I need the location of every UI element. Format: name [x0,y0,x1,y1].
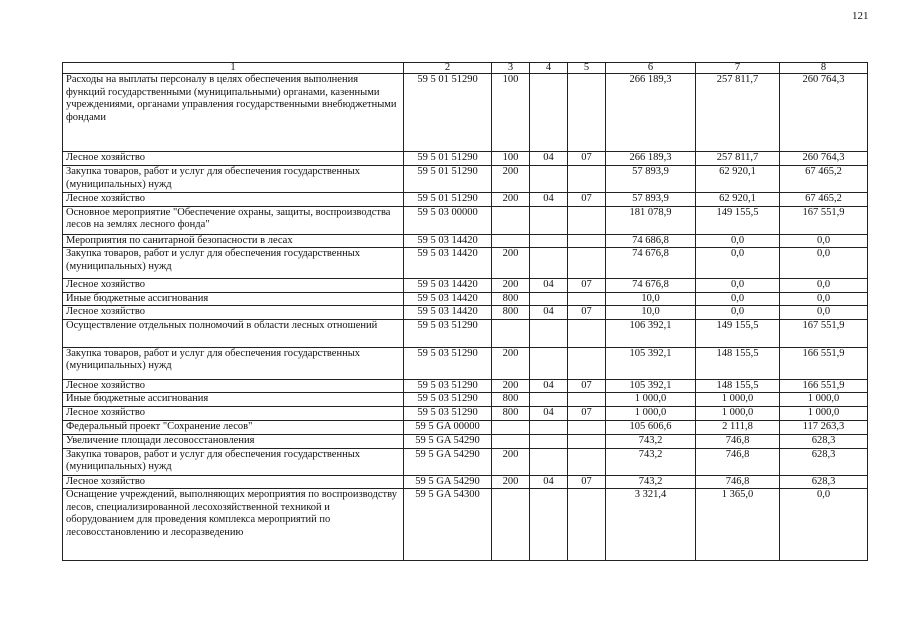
expense-type-code: 100 [492,152,530,166]
amount-year-2: 1 000,0 [696,393,780,407]
expense-type-code: 200 [492,279,530,293]
amount-year-1: 10,0 [606,306,696,320]
expense-type-code: 200 [492,347,530,379]
amount-year-2: 149 155,5 [696,319,780,347]
subsection-code [568,206,606,234]
target-article-code: 59 5 GA 54290 [404,448,492,475]
amount-year-2: 149 155,5 [696,206,780,234]
target-article-code: 59 5 GA 00000 [404,421,492,435]
row-name: Закупка товаров, работ и услуг для обеспечения государственных (муниципальных) нужд [63,347,404,379]
amount-year-1: 266 189,3 [606,152,696,166]
amount-year-1: 57 893,9 [606,193,696,207]
expense-type-code: 100 [492,74,530,152]
target-article-code: 59 5 GA 54290 [404,475,492,489]
expense-type-code [492,206,530,234]
target-article-code: 59 5 03 14420 [404,279,492,293]
amount-year-3: 0,0 [780,306,868,320]
section-code [530,74,568,152]
amount-year-2: 746,8 [696,475,780,489]
amount-year-2: 257 811,7 [696,74,780,152]
amount-year-3: 1 000,0 [780,393,868,407]
amount-year-1: 74 676,8 [606,248,696,279]
row-name: Лесное хозяйство [63,407,404,421]
expense-type-code: 200 [492,475,530,489]
target-article-code: 59 5 03 51290 [404,319,492,347]
table-row [63,74,868,152]
section-code [530,319,568,347]
section-code [530,393,568,407]
row-name: Лесное хозяйство [63,306,404,320]
target-article-code: 59 5 01 51290 [404,74,492,152]
column-header: 7 [696,63,780,74]
section-code [530,435,568,449]
amount-year-3: 628,3 [780,448,868,475]
amount-year-2: 148 155,5 [696,347,780,379]
amount-year-3: 260 764,3 [780,74,868,152]
target-article-code: 59 5 03 51290 [404,393,492,407]
amount-year-3: 0,0 [780,234,868,248]
target-article-code: 59 5 GA 54300 [404,489,492,561]
amount-year-2: 746,8 [696,435,780,449]
target-article-code: 59 5 03 00000 [404,206,492,234]
section-code [530,421,568,435]
amount-year-2: 0,0 [696,234,780,248]
row-name: Расходы на выплаты персоналу в целях обеспечения выполнения функций государственными (муниципальными) органами, казенными учреждениями, органами управления государственными внебюджетными фондами [63,74,404,152]
target-article-code: 59 5 03 51290 [404,379,492,393]
subsection-code [568,435,606,449]
amount-year-2: 0,0 [696,248,780,279]
target-article-code: 59 5 03 51290 [404,407,492,421]
amount-year-1: 266 189,3 [606,74,696,152]
amount-year-2: 257 811,7 [696,152,780,166]
expense-type-code: 800 [492,292,530,306]
section-code [530,489,568,561]
section-code: 04 [530,193,568,207]
subsection-code: 07 [568,152,606,166]
table-row [63,379,868,393]
amount-year-2: 0,0 [696,279,780,293]
row-name: Лесное хозяйство [63,193,404,207]
amount-year-1: 1 000,0 [606,393,696,407]
amount-year-2: 0,0 [696,292,780,306]
subsection-code [568,74,606,152]
budget-table [62,62,868,561]
table-row [63,448,868,475]
amount-year-3: 0,0 [780,489,868,561]
expense-type-code [492,234,530,248]
table-row [63,234,868,248]
amount-year-3: 0,0 [780,279,868,293]
table-row [63,475,868,489]
subsection-code: 07 [568,475,606,489]
target-article-code: 59 5 01 51290 [404,166,492,193]
expense-type-code: 800 [492,407,530,421]
table-row [63,248,868,279]
table-row [63,393,868,407]
row-name: Лесное хозяйство [63,475,404,489]
row-name: Лесное хозяйство [63,279,404,293]
amount-year-1: 57 893,9 [606,166,696,193]
amount-year-3: 1 000,0 [780,407,868,421]
column-header: 8 [780,63,868,74]
amount-year-2: 62 920,1 [696,193,780,207]
expense-type-code: 200 [492,448,530,475]
amount-year-1: 3 321,4 [606,489,696,561]
column-header: 6 [606,63,696,74]
subsection-code: 07 [568,407,606,421]
section-code: 04 [530,279,568,293]
section-code [530,234,568,248]
section-code [530,206,568,234]
target-article-code: 59 5 01 51290 [404,152,492,166]
table-row [63,306,868,320]
section-code [530,248,568,279]
row-name: Закупка товаров, работ и услуг для обеспечения государственных (муниципальных) нужд [63,166,404,193]
amount-year-1: 105 392,1 [606,379,696,393]
column-header: 1 [63,63,404,74]
column-header: 5 [568,63,606,74]
expense-type-code [492,489,530,561]
subsection-code: 07 [568,306,606,320]
section-code: 04 [530,306,568,320]
amount-year-1: 106 392,1 [606,319,696,347]
table-row [63,347,868,379]
section-code: 04 [530,407,568,421]
target-article-code: 59 5 03 14420 [404,306,492,320]
amount-year-2: 0,0 [696,306,780,320]
amount-year-3: 0,0 [780,248,868,279]
target-article-code: 59 5 03 14420 [404,248,492,279]
subsection-code [568,421,606,435]
expense-type-code: 800 [492,306,530,320]
subsection-code: 07 [568,279,606,293]
amount-year-3: 117 263,3 [780,421,868,435]
row-name: Основное мероприятие "Обеспечение охраны, защиты, воспроизводства лесов на землях лесного фонда" [63,206,404,234]
table-row [63,421,868,435]
column-header: 3 [492,63,530,74]
amount-year-1: 743,2 [606,435,696,449]
expense-type-code: 800 [492,393,530,407]
amount-year-1: 74 686,8 [606,234,696,248]
target-article-code: 59 5 GA 54290 [404,435,492,449]
row-name: Мероприятия по санитарной безопасности в лесах [63,234,404,248]
amount-year-2: 1 365,0 [696,489,780,561]
amount-year-3: 628,3 [780,475,868,489]
amount-year-3: 167 551,9 [780,206,868,234]
table-row [63,152,868,166]
amount-year-2: 2 111,8 [696,421,780,435]
subsection-code [568,347,606,379]
subsection-code [568,166,606,193]
subsection-code: 07 [568,379,606,393]
table-row [63,292,868,306]
section-code: 04 [530,475,568,489]
subsection-code [568,234,606,248]
column-header: 2 [404,63,492,74]
expense-type-code: 200 [492,248,530,279]
amount-year-3: 167 551,9 [780,319,868,347]
row-name: Закупка товаров, работ и услуг для обеспечения государственных (муниципальных) нужд [63,448,404,475]
row-name: Лесное хозяйство [63,152,404,166]
section-code [530,166,568,193]
table-row [63,206,868,234]
subsection-code [568,448,606,475]
header-row [63,63,868,74]
amount-year-1: 74 676,8 [606,279,696,293]
amount-year-2: 62 920,1 [696,166,780,193]
subsection-code [568,248,606,279]
table-row [63,407,868,421]
section-code: 04 [530,152,568,166]
expense-type-code: 200 [492,379,530,393]
expense-type-code [492,435,530,449]
amount-year-3: 166 551,9 [780,347,868,379]
target-article-code: 59 5 03 51290 [404,347,492,379]
table-row [63,193,868,207]
expense-type-code: 200 [492,166,530,193]
subsection-code [568,319,606,347]
column-header: 4 [530,63,568,74]
expense-type-code: 200 [492,193,530,207]
subsection-code: 07 [568,193,606,207]
page-number: 121 [852,10,869,22]
amount-year-3: 0,0 [780,292,868,306]
subsection-code [568,393,606,407]
table-row [63,166,868,193]
subsection-code [568,489,606,561]
row-name: Увеличение площади лесовосстановления [63,435,404,449]
amount-year-1: 105 392,1 [606,347,696,379]
row-name: Закупка товаров, работ и услуг для обеспечения государственных (муниципальных) нужд [63,248,404,279]
row-name: Оснащение учреждений, выполняющих мероприятия по воспроизводству лесов, специализированной лесохозяйственной техникой и оборудованием для проведения комплекса мероприятий по лесовосстановлению и лесоразведению [63,489,404,561]
row-name: Иные бюджетные ассигнования [63,292,404,306]
table-row [63,435,868,449]
target-article-code: 59 5 03 14420 [404,234,492,248]
amount-year-3: 67 465,2 [780,193,868,207]
target-article-code: 59 5 01 51290 [404,193,492,207]
subsection-code [568,292,606,306]
table-row [63,489,868,561]
row-name: Лесное хозяйство [63,379,404,393]
target-article-code: 59 5 03 14420 [404,292,492,306]
row-name: Федеральный проект "Сохранение лесов" [63,421,404,435]
section-code: 04 [530,379,568,393]
amount-year-1: 10,0 [606,292,696,306]
expense-type-code [492,421,530,435]
row-name: Иные бюджетные ассигнования [63,393,404,407]
amount-year-1: 743,2 [606,475,696,489]
section-code [530,347,568,379]
amount-year-3: 260 764,3 [780,152,868,166]
expense-type-code [492,319,530,347]
table-row [63,319,868,347]
section-code [530,292,568,306]
amount-year-2: 1 000,0 [696,407,780,421]
amount-year-1: 105 606,6 [606,421,696,435]
amount-year-2: 148 155,5 [696,379,780,393]
table-row [63,279,868,293]
row-name: Осуществление отдельных полномочий в области лесных отношений [63,319,404,347]
amount-year-1: 1 000,0 [606,407,696,421]
amount-year-1: 743,2 [606,448,696,475]
amount-year-2: 746,8 [696,448,780,475]
amount-year-3: 166 551,9 [780,379,868,393]
amount-year-1: 181 078,9 [606,206,696,234]
section-code [530,448,568,475]
amount-year-3: 628,3 [780,435,868,449]
amount-year-3: 67 465,2 [780,166,868,193]
table-body [63,74,868,561]
